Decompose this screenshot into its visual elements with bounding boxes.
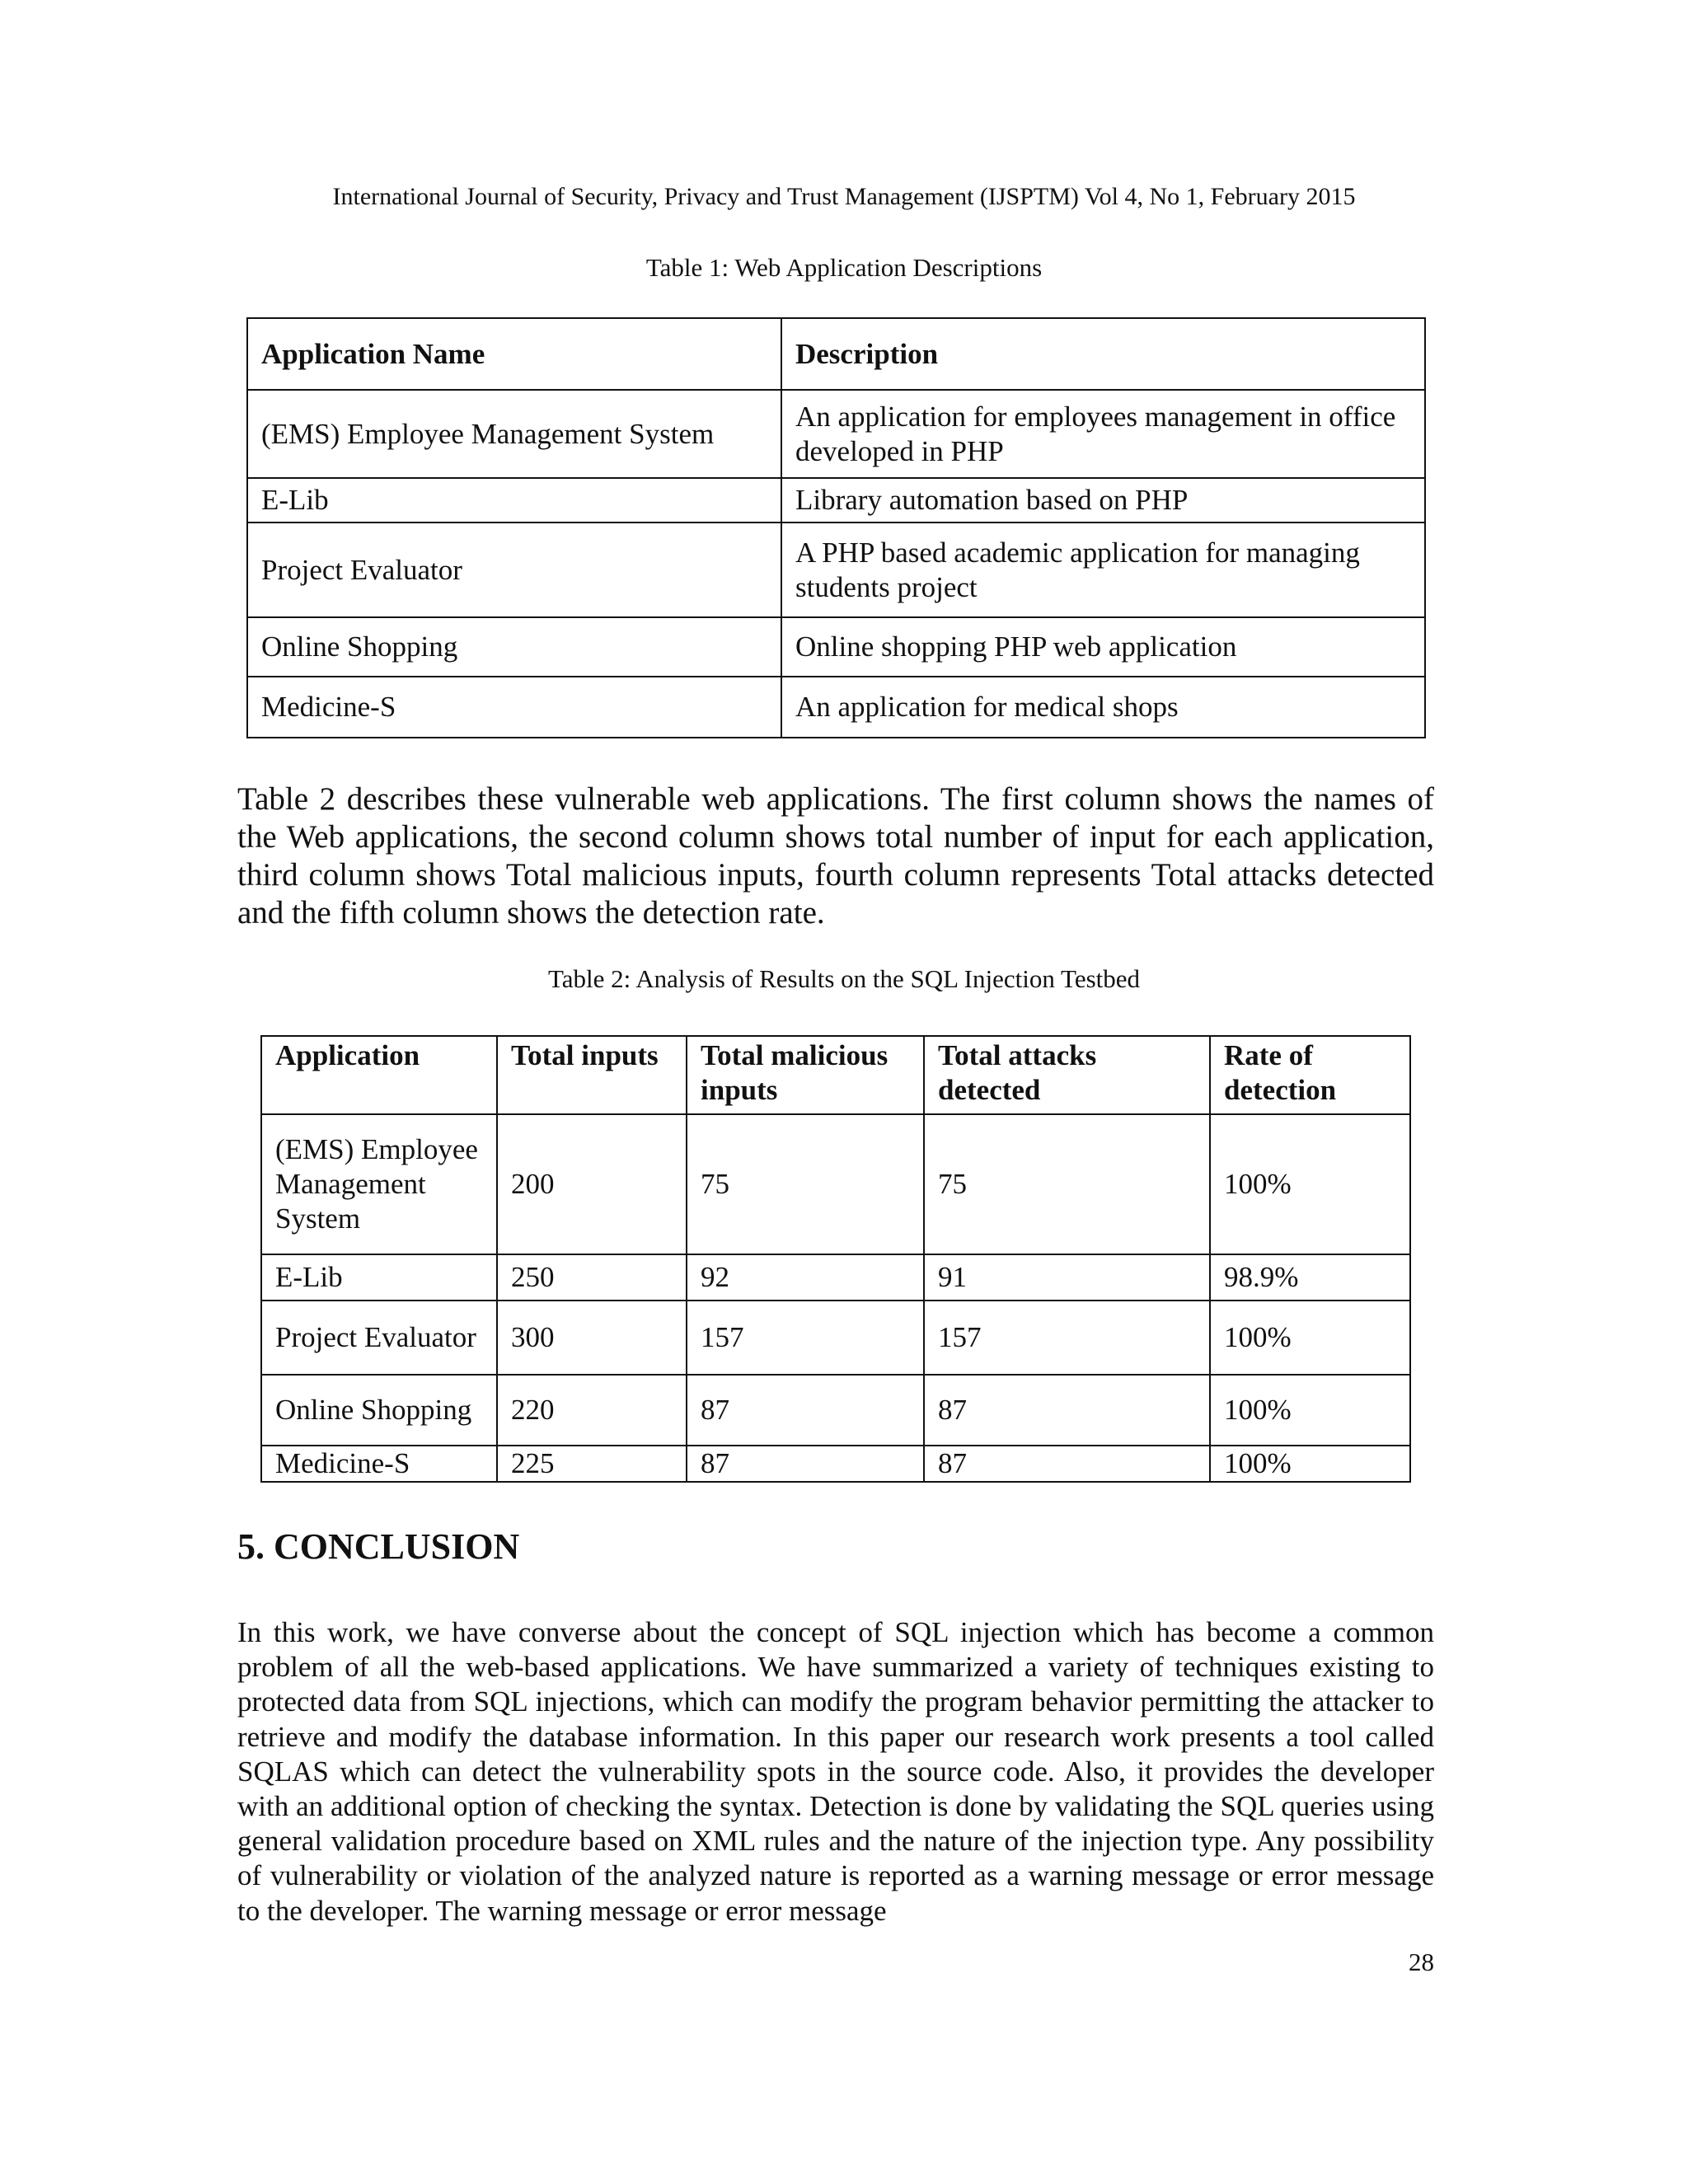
- table-header-row: [247, 318, 1425, 390]
- table-row: [247, 677, 1425, 738]
- conclusion-paragraph: In this work, we have converse about the concept of SQL injection which has become a common problem of all the web-based applications. We have summarized a variety of techniques existing to protected data from SQL injections, which can modify the program behavior permitting the attacker to retrieve and modify the database information. In this paper our research work presents a tool called SQLAS which can detect the vulnerability spots in the source code. Also, it provides the developer with an additional option of checking the syntax. Detection is done by validating the SQL queries using general validation procedure based on XML rules and the nature of the injection type. Any possibility of vulnerability or violation of the analyzed nature is reported as a warning message or error message to the developer. The warning message or error message: [237, 1616, 1434, 1927]
- detection-rate-cell: 98.9%: [1210, 1254, 1410, 1301]
- header-cell: Application: [261, 1036, 497, 1114]
- table-row: [261, 1446, 1410, 1482]
- total-inputs-cell: 200: [497, 1114, 687, 1254]
- table-row: [261, 1375, 1410, 1446]
- web-application-descriptions-table: [246, 317, 1426, 738]
- attacks-detected-cell: 75: [924, 1114, 1210, 1254]
- table-2-caption: Table 2: Analysis of Results on the SQL Injection Testbed: [547, 964, 1141, 993]
- malicious-inputs-cell: 157: [687, 1301, 924, 1375]
- attacks-detected-cell: 91: [924, 1254, 1210, 1301]
- malicious-inputs-cell: 87: [687, 1375, 924, 1446]
- application-cell: Project Evaluator: [261, 1301, 497, 1375]
- application-cell: E-Lib: [261, 1254, 497, 1301]
- detection-rate-cell: 100%: [1210, 1446, 1410, 1482]
- table-1-caption: Table 1: Web Application Descriptions: [645, 253, 1043, 282]
- header-cell: Description: [781, 318, 1425, 390]
- malicious-inputs-cell: 92: [687, 1254, 924, 1301]
- table-row: [247, 478, 1425, 523]
- malicious-inputs-cell: 87: [687, 1446, 924, 1482]
- attacks-detected-cell: 87: [924, 1446, 1210, 1482]
- body-paragraph: Table 2 describes these vulnerable web applications. The first column shows the names of the Web applications, the second column shows total number of input for each application, third column shows Total malicious inputs, fourth column represents Total attacks detected and the fifth column shows the detection rate.: [237, 781, 1434, 930]
- detection-rate-cell: 100%: [1210, 1114, 1410, 1254]
- header-cell: Application Name: [247, 318, 781, 390]
- header-cell: Total malicious inputs: [687, 1036, 924, 1114]
- detection-rate-cell: 100%: [1210, 1375, 1410, 1446]
- table-row: [261, 1114, 1410, 1254]
- header-cell: Rate of detection: [1210, 1036, 1410, 1114]
- section-heading: 5. CONCLUSION: [237, 1526, 520, 1567]
- attacks-detected-cell: 87: [924, 1375, 1210, 1446]
- sql-injection-results-table: [260, 1035, 1411, 1483]
- total-inputs-cell: 250: [497, 1254, 687, 1301]
- description-cell: An application for medical shops: [781, 677, 1425, 738]
- description-cell: Online shopping PHP web application: [781, 617, 1425, 677]
- total-inputs-cell: 225: [497, 1446, 687, 1482]
- total-inputs-cell: 300: [497, 1301, 687, 1375]
- table-row: [247, 617, 1425, 677]
- application-name-cell: E-Lib: [247, 478, 781, 523]
- application-cell: (EMS) Employee Management System: [261, 1114, 497, 1254]
- application-cell: Online Shopping: [261, 1375, 497, 1446]
- application-name-cell: (EMS) Employee Management System: [247, 390, 781, 478]
- header-cell: Total inputs: [497, 1036, 687, 1114]
- malicious-inputs-cell: 75: [687, 1114, 924, 1254]
- description-cell: Library automation based on PHP: [781, 478, 1425, 523]
- table-header-row: [261, 1036, 1410, 1114]
- detection-rate-cell: 100%: [1210, 1301, 1410, 1375]
- table-row: [261, 1301, 1410, 1375]
- page-number: 28: [1409, 1947, 1434, 1976]
- total-inputs-cell: 220: [497, 1375, 687, 1446]
- application-name-cell: Medicine-S: [247, 677, 781, 738]
- running-header: International Journal of Security, Privacy and Trust Management (IJSPTM) Vol 4, No 1, February 2015: [332, 183, 1356, 210]
- application-cell: Medicine-S: [261, 1446, 497, 1482]
- table-row: [247, 390, 1425, 478]
- application-name-cell: Project Evaluator: [247, 523, 781, 617]
- application-name-cell: Online Shopping: [247, 617, 781, 677]
- table-row: [247, 523, 1425, 617]
- header-cell: Total attacks detected: [924, 1036, 1210, 1114]
- description-cell: An application for employees management in office developed in PHP: [781, 390, 1425, 478]
- description-cell: A PHP based academic application for managing students project: [781, 523, 1425, 617]
- table-row: [261, 1254, 1410, 1301]
- attacks-detected-cell: 157: [924, 1301, 1210, 1375]
